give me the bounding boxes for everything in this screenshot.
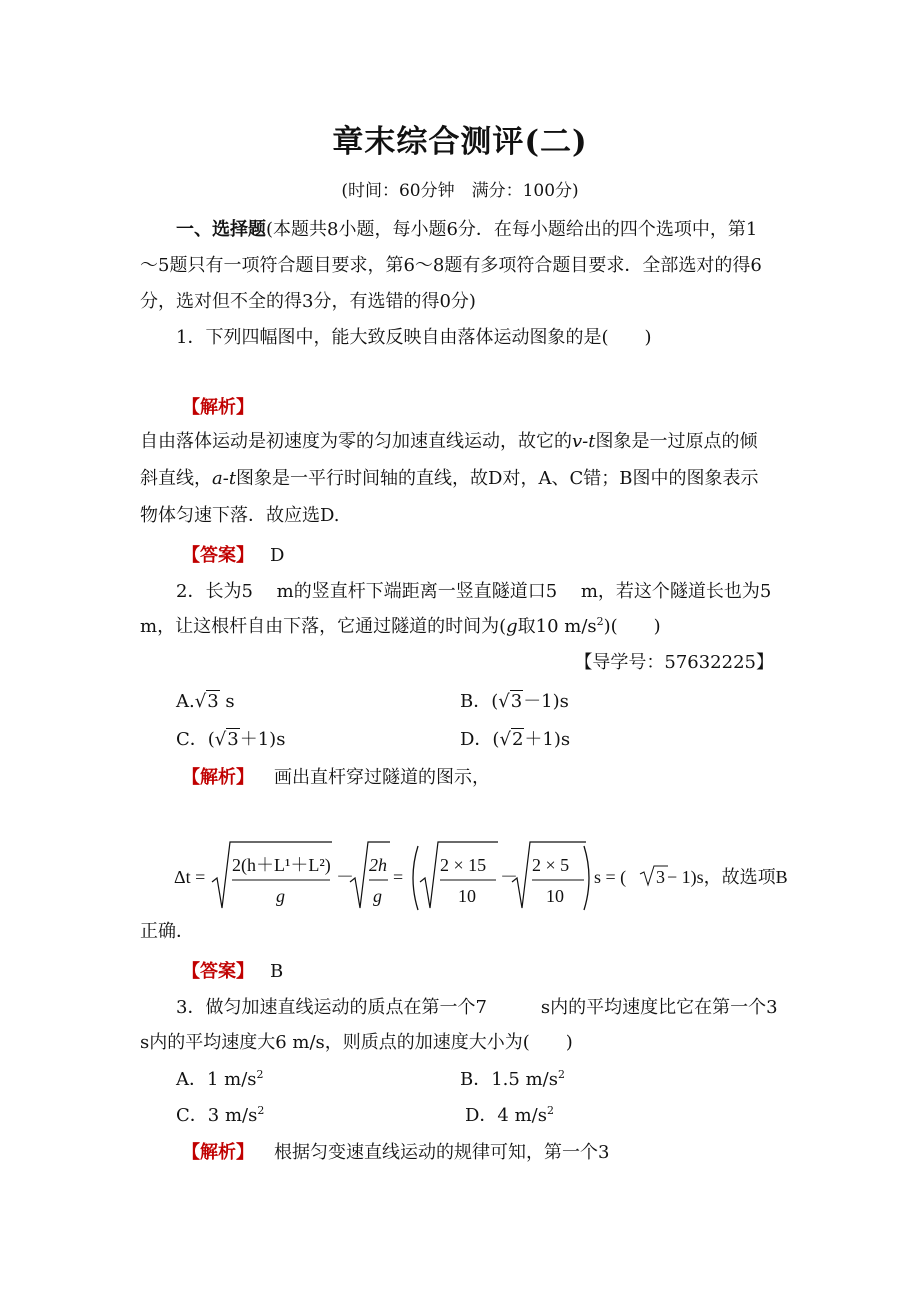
- q2-optB-post: －1)s: [523, 691, 569, 712]
- q3-stem-2: s内的平均速度大6 m/s，则质点的加速度大小为( ): [140, 1032, 573, 1053]
- q3-option-a: [176, 1068, 264, 1092]
- q1-answer: D: [270, 545, 285, 566]
- q2-optA-pre: A.: [176, 691, 195, 712]
- formula-minus-2: －: [500, 867, 518, 887]
- q1-exp2c: 图象是一平行时间轴的直线，故D对，A、C错；B图中的图象表示: [236, 468, 759, 489]
- q3-stem-1: 3．做匀加速直线运动的质点在第一个7 s内的平均速度比它在第一个3: [176, 997, 778, 1018]
- formula-minus: －: [336, 867, 354, 887]
- q1-exp2a: 斜直线，: [140, 468, 212, 489]
- q2-answer-line: [182, 960, 283, 984]
- q3-jiexi-line: [182, 1141, 609, 1165]
- q2-conclusion: 正确．: [140, 921, 194, 942]
- formula-tail: s = (: [594, 867, 627, 887]
- formula-num2: 2h: [369, 855, 387, 875]
- formula-den1: g: [276, 886, 285, 906]
- q2-stem2a: m，让这根杆自由下落，它通过隧道的时间为(: [140, 616, 507, 637]
- q3-optC-text: C．3 m/s: [176, 1105, 258, 1126]
- page-title: 章末综合测评(二): [332, 124, 588, 160]
- q3-optB-sup: 2: [557, 1068, 565, 1081]
- q2-option-d: [460, 728, 570, 752]
- q3-option-c: [176, 1104, 264, 1128]
- q3-optA-sup: 2: [256, 1068, 264, 1081]
- q1-stem: 1．下列四幅图中，能大致反映自由落体运动图象的是( ): [176, 327, 652, 348]
- formula-den2: g: [373, 886, 382, 906]
- section-desc-3: 分，选对但不全的得3分，有选错的得0分): [140, 291, 476, 312]
- q2-optB-pre: B．(: [460, 691, 499, 712]
- q2-jiexi: 画出直杆穿过隧道的图示，: [274, 767, 490, 788]
- q2-optB-rad: 3: [510, 691, 523, 712]
- q2-optD-pre: D．(: [460, 729, 500, 750]
- q2-stem2c: 取10 m/s: [517, 616, 597, 637]
- section-desc-1: (本题共8小题，每小题6分．在每小题给出的四个选项中，第1: [266, 219, 758, 240]
- formula-eq: =: [393, 867, 404, 887]
- q2-answer-label: 【答案】: [182, 961, 254, 982]
- q2-optD-post: ＋1)s: [524, 729, 571, 750]
- q3-jiexi-label: 【解析】: [182, 1142, 254, 1163]
- q3-optD-text: D．4 m/s: [465, 1105, 547, 1126]
- exam-info: (时间：60分钟 满分：100分): [341, 181, 579, 201]
- section-line-1: [176, 218, 757, 242]
- q1-exp1a: 自由落体运动是初速度为零的匀加速直线运动，故它的: [140, 431, 572, 452]
- formula-den4: 10: [546, 886, 564, 906]
- q2-stem-2: [140, 615, 661, 639]
- q1-explanation-1: [140, 430, 757, 454]
- q3-optA-text: A．1 m/s: [176, 1069, 257, 1090]
- q2-stem2e: )( ): [603, 616, 661, 637]
- q2-optA-post: s: [219, 691, 235, 712]
- q2-formula: [174, 836, 814, 916]
- q2-jiexi-line: [182, 766, 490, 790]
- q2-optD-rad: 2: [511, 729, 524, 750]
- q2-option-c: [176, 728, 285, 752]
- q1-answer-line: [182, 544, 284, 568]
- sqrt-sign-icon: √: [214, 729, 227, 750]
- formula-num1: 2(h＋L¹＋L²): [232, 855, 331, 875]
- q2-stem2d: 2: [596, 615, 604, 628]
- formula-tailrad: 3: [656, 867, 665, 887]
- guide-number: 【导学号：57632225】: [574, 652, 774, 673]
- sqrt-sign-icon: √: [498, 691, 510, 712]
- section-heading: 一、选择题: [176, 219, 266, 240]
- q2-optC-pre: C．(: [176, 729, 215, 750]
- q2-answer: B: [270, 961, 284, 982]
- paren-right: [584, 846, 589, 910]
- q2-optA-rad: 3: [207, 691, 219, 712]
- q3-jiexi: 根据匀变速直线运动的规律可知，第一个3: [274, 1142, 610, 1163]
- q3-optB-text: B．1.5 m/s: [460, 1069, 558, 1090]
- q3-optD-sup: 2: [546, 1104, 554, 1117]
- q2-optC-post: ＋1)s: [239, 729, 286, 750]
- formula-tail-2: − 1)s，故选项B: [667, 867, 788, 887]
- q1-explanation-3: 物体匀速下落．故应选D.: [140, 505, 340, 526]
- section-desc-2: ～5题只有一项符合题目要求，第6～8题有多项符合题目要求．全部选对的得6: [140, 255, 762, 276]
- formula-lhs: Δt =: [174, 867, 206, 887]
- q1-jiexi-label: 【解析】: [182, 397, 254, 418]
- q2-stem-1: 2．长为5 m的竖直杆下端距离一竖直隧道口5 m，若这个隧道长也为5: [176, 581, 772, 602]
- q1-exp1b: v-t: [572, 431, 596, 452]
- q2-optC-rad: 3: [227, 729, 239, 750]
- q2-stem2b: g: [506, 616, 518, 637]
- q1-answer-label: 【答案】: [182, 545, 254, 566]
- formula-num4: 2 × 5: [532, 855, 570, 875]
- formula-num3: 2 × 15: [440, 855, 487, 875]
- q2-option-a: [176, 690, 235, 714]
- paren-left: [413, 846, 418, 910]
- sqrt-sign-icon: √: [194, 691, 207, 712]
- q1-exp1c: 图象是一过原点的倾: [595, 431, 758, 452]
- formula-den3: 10: [458, 886, 476, 906]
- q3-optC-sup: 2: [257, 1104, 265, 1117]
- sqrt-sign-icon: √: [499, 729, 511, 750]
- q2-option-b: [460, 690, 569, 714]
- q3-option-b: [460, 1068, 565, 1092]
- formula-svg: [174, 836, 814, 916]
- q3-option-d: [465, 1104, 554, 1128]
- q2-jiexi-label: 【解析】: [182, 767, 254, 788]
- q1-exp2b: a-t: [212, 468, 237, 489]
- radical-2: [350, 842, 390, 908]
- q1-explanation-2: [140, 467, 758, 491]
- radical-1: [212, 842, 332, 908]
